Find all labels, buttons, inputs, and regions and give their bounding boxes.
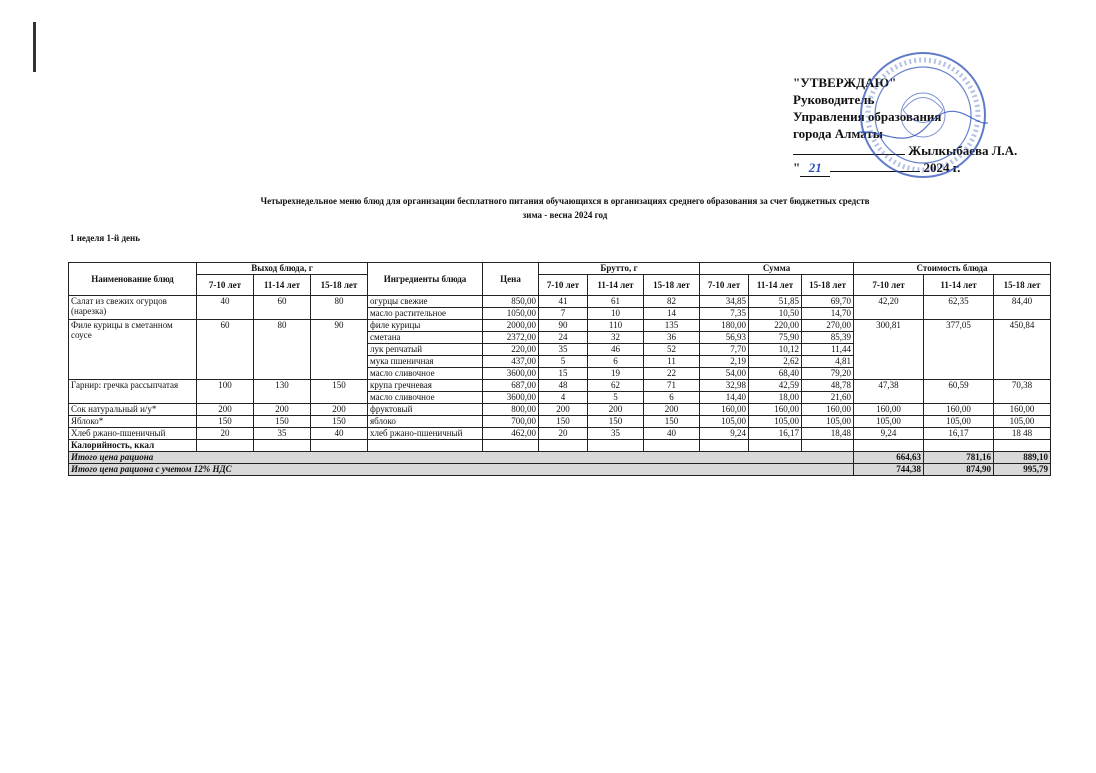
empty-cell: [539, 440, 588, 452]
dish-yield: 40: [197, 296, 254, 320]
header-dish: Наименование блюд: [69, 263, 197, 296]
header-age: 7-10 лет: [854, 275, 924, 296]
total-value: 874,90: [924, 464, 994, 476]
dish-name: Сок натуральный и/у*: [69, 404, 197, 416]
dish-yield: 35: [254, 428, 311, 440]
empty-cell: [924, 440, 994, 452]
document-title: Четырехнедельное меню блюд для организации бесплатного питания обучающихся в организациях среднего образования за счет бюджетных средств: [260, 196, 870, 206]
table-row: [69, 416, 1051, 428]
ingredient-sum: 18,48: [802, 428, 854, 440]
ingredient-sum: 68,40: [749, 368, 802, 380]
menu-table: [68, 262, 1051, 476]
dish-yield: 150: [197, 416, 254, 428]
ingredient-name: лук репчатый: [368, 344, 483, 356]
ingredient-sum: 220,00: [749, 320, 802, 332]
ingredient-brutto: 62: [588, 380, 644, 392]
header-cost: Стоимость блюда: [854, 263, 1051, 275]
dish-cost: 377,05: [924, 320, 994, 380]
dish-cost: 300,81: [854, 320, 924, 380]
header-age: 15-18 лет: [311, 275, 368, 296]
ingredient-sum: 14,40: [700, 392, 749, 404]
dish-cost: 18 48: [994, 428, 1051, 440]
table-row: [69, 404, 1051, 416]
ingredient-price: 687,00: [483, 380, 539, 392]
ingredient-name: сметана: [368, 332, 483, 344]
ingredient-brutto: 36: [644, 332, 700, 344]
header-age: 7-10 лет: [539, 275, 588, 296]
official-seal-icon: [858, 50, 988, 180]
dish-yield: 150: [311, 416, 368, 428]
dish-name: Гарнир: гречка рассыпчатая: [69, 380, 197, 404]
dish-yield: 60: [197, 320, 254, 380]
ingredient-sum: 18,00: [749, 392, 802, 404]
ingredient-name: фруктовый: [368, 404, 483, 416]
ingredient-name: огурцы свежие: [368, 296, 483, 308]
ingredient-sum: 270,00: [802, 320, 854, 332]
dish-cost: 42,20: [854, 296, 924, 320]
dish-cost: 450,84: [994, 320, 1051, 380]
dish-cost: 47,38: [854, 380, 924, 404]
approval-signer: Жылкыбаева Л.А.: [908, 143, 1018, 158]
ingredient-brutto: 32: [588, 332, 644, 344]
dish-name: Яблоко*: [69, 416, 197, 428]
dish-cost: 160,00: [854, 404, 924, 416]
dish-cost: 9,24: [854, 428, 924, 440]
ingredient-price: 220,00: [483, 344, 539, 356]
ingredient-sum: 16,17: [749, 428, 802, 440]
empty-cell: [749, 440, 802, 452]
ingredient-sum: 48,78: [802, 380, 854, 392]
empty-cell: [368, 440, 483, 452]
header-age: 11-14 лет: [924, 275, 994, 296]
calories-row: [69, 440, 1051, 452]
total-label: Итого цена рациона: [69, 452, 854, 464]
ingredient-sum: 9,24: [700, 428, 749, 440]
dish-yield: 200: [197, 404, 254, 416]
approval-line-4: города Алматы: [793, 126, 883, 141]
ingredient-price: 700,00: [483, 416, 539, 428]
approval-line-1: "УТВЕРЖДАЮ": [793, 75, 897, 90]
ingredient-name: масло растительное: [368, 308, 483, 320]
ingredient-brutto: 11: [644, 356, 700, 368]
ingredient-sum: 105,00: [802, 416, 854, 428]
header-age: 15-18 лет: [994, 275, 1051, 296]
ingredient-sum: 10,50: [749, 308, 802, 320]
ingredient-brutto: 150: [644, 416, 700, 428]
table-row: [69, 380, 1051, 392]
empty-cell: [700, 440, 749, 452]
ingredient-brutto: 200: [539, 404, 588, 416]
ingredient-sum: 2,19: [700, 356, 749, 368]
ingredient-sum: 7,35: [700, 308, 749, 320]
header-age: 11-14 лет: [749, 275, 802, 296]
dish-cost: 62,35: [924, 296, 994, 320]
empty-cell: [197, 440, 254, 452]
ingredient-sum: 21,60: [802, 392, 854, 404]
document-subtitle: зима - весна 2024 год: [522, 210, 608, 220]
ingredient-sum: 14,70: [802, 308, 854, 320]
dish-cost: 84,40: [994, 296, 1051, 320]
empty-cell: [254, 440, 311, 452]
ingredient-price: 3600,00: [483, 392, 539, 404]
ingredient-sum: 79,20: [802, 368, 854, 380]
ingredient-brutto: 200: [588, 404, 644, 416]
header-sum: Сумма: [700, 263, 854, 275]
dish-yield: 20: [197, 428, 254, 440]
dish-cost: 105,00: [924, 416, 994, 428]
empty-cell: [994, 440, 1051, 452]
dish-yield: 150: [311, 380, 368, 404]
empty-cell: [854, 440, 924, 452]
table-row: [69, 296, 1051, 308]
total-row: [69, 452, 1051, 464]
header-age: 11-14 лет: [254, 275, 311, 296]
header-age: 11-14 лет: [588, 275, 644, 296]
ingredient-brutto: 46: [588, 344, 644, 356]
ingredient-sum: 160,00: [802, 404, 854, 416]
dish-yield: 200: [254, 404, 311, 416]
ingredient-brutto: 10: [588, 308, 644, 320]
dish-yield: 60: [254, 296, 311, 320]
ingredient-brutto: 52: [644, 344, 700, 356]
total-value: 781,16: [924, 452, 994, 464]
ingredient-price: 462,00: [483, 428, 539, 440]
ingredient-brutto: 35: [588, 428, 644, 440]
header-brutto: Брутто, г: [539, 263, 700, 275]
ingredient-brutto: 48: [539, 380, 588, 392]
ingredient-sum: 11,44: [802, 344, 854, 356]
ingredient-brutto: 14: [644, 308, 700, 320]
ingredient-brutto: 150: [588, 416, 644, 428]
ingredient-name: крупа гречневая: [368, 380, 483, 392]
dish-yield: 80: [254, 320, 311, 380]
ingredient-brutto: 6: [588, 356, 644, 368]
dish-yield: 80: [311, 296, 368, 320]
week-day-label: 1 неделя 1-й день: [70, 233, 140, 243]
dish-cost: 105,00: [994, 416, 1051, 428]
ingredient-brutto: 24: [539, 332, 588, 344]
ingredient-name: яблоко: [368, 416, 483, 428]
approval-date-year: 2024 г.: [923, 160, 961, 175]
total-row: [69, 464, 1051, 476]
ingredient-sum: 34,85: [700, 296, 749, 308]
ingredient-brutto: 82: [644, 296, 700, 308]
dish-cost: 70,38: [994, 380, 1051, 404]
ingredient-brutto: 150: [539, 416, 588, 428]
ingredient-brutto: 135: [644, 320, 700, 332]
ingredient-brutto: 7: [539, 308, 588, 320]
total-value: 889,10: [994, 452, 1051, 464]
pen-mark: [33, 22, 36, 72]
approval-line-3: Управления образования: [793, 109, 942, 124]
dish-yield: 90: [311, 320, 368, 380]
dish-yield: 40: [311, 428, 368, 440]
ingredient-price: 850,00: [483, 296, 539, 308]
calories-label: Калорийность, ккал: [69, 440, 197, 452]
dish-name: Хлеб ржано-пшеничный: [69, 428, 197, 440]
empty-cell: [644, 440, 700, 452]
ingredient-brutto: 19: [588, 368, 644, 380]
date-quote: ": [793, 160, 801, 175]
ingredient-price: 800,00: [483, 404, 539, 416]
dish-cost: 160,00: [994, 404, 1051, 416]
ingredient-sum: 4,81: [802, 356, 854, 368]
header-age: 15-18 лет: [802, 275, 854, 296]
ingredient-brutto: 5: [588, 392, 644, 404]
dish-yield: 150: [254, 416, 311, 428]
dish-name: Филе курицы в сметанном соусе: [69, 320, 197, 380]
ingredient-brutto: 6: [644, 392, 700, 404]
ingredient-sum: 54,00: [700, 368, 749, 380]
menu-body: [69, 296, 1051, 476]
empty-cell: [483, 440, 539, 452]
ingredient-brutto: 35: [539, 344, 588, 356]
ingredient-sum: 160,00: [749, 404, 802, 416]
ingredient-sum: 85,39: [802, 332, 854, 344]
empty-cell: [802, 440, 854, 452]
ingredient-name: масло сливочное: [368, 392, 483, 404]
ingredient-sum: 2,62: [749, 356, 802, 368]
ingredient-price: 1050,00: [483, 308, 539, 320]
dish-cost: 160,00: [924, 404, 994, 416]
ingredient-sum: 160,00: [700, 404, 749, 416]
ingredient-brutto: 4: [539, 392, 588, 404]
ingredient-sum: 42,59: [749, 380, 802, 392]
ingredient-brutto: 40: [644, 428, 700, 440]
ingredient-price: 2372,00: [483, 332, 539, 344]
total-value: 995,79: [994, 464, 1051, 476]
header-ingredients: Ингредиенты блюда: [368, 263, 483, 296]
ingredient-brutto: 20: [539, 428, 588, 440]
ingredient-sum: 7,70: [700, 344, 749, 356]
header-age: 15-18 лет: [644, 275, 700, 296]
ingredient-sum: 10,12: [749, 344, 802, 356]
ingredient-sum: 105,00: [700, 416, 749, 428]
ingredient-name: масло сливочное: [368, 368, 483, 380]
table-row: [69, 320, 1051, 332]
ingredient-brutto: 61: [588, 296, 644, 308]
table-row: [69, 428, 1051, 440]
dish-cost: 60,59: [924, 380, 994, 404]
ingredient-brutto: 200: [644, 404, 700, 416]
header-age: 7-10 лет: [197, 275, 254, 296]
total-value: 664,63: [854, 452, 924, 464]
dish-cost: 16,17: [924, 428, 994, 440]
ingredient-sum: 56,93: [700, 332, 749, 344]
ingredient-brutto: 22: [644, 368, 700, 380]
ingredient-name: филе курицы: [368, 320, 483, 332]
empty-cell: [311, 440, 368, 452]
approval-date-day: 21: [800, 159, 830, 177]
header-age: 7-10 лет: [700, 275, 749, 296]
ingredient-brutto: 41: [539, 296, 588, 308]
dish-cost: 105,00: [854, 416, 924, 428]
ingredient-brutto: 110: [588, 320, 644, 332]
total-label: Итого цена рациона с учетом 12% НДС: [69, 464, 854, 476]
ingredient-price: 437,00: [483, 356, 539, 368]
ingredient-brutto: 71: [644, 380, 700, 392]
dish-yield: 100: [197, 380, 254, 404]
ingredient-price: 3600,00: [483, 368, 539, 380]
ingredient-name: хлеб ржано-пшеничный: [368, 428, 483, 440]
ingredient-sum: 180,00: [700, 320, 749, 332]
header-price: Цена: [483, 263, 539, 296]
ingredient-name: мука пшеничная: [368, 356, 483, 368]
ingredient-sum: 69,70: [802, 296, 854, 308]
ingredient-price: 2000,00: [483, 320, 539, 332]
ingredient-sum: 75,90: [749, 332, 802, 344]
ingredient-brutto: 90: [539, 320, 588, 332]
ingredient-sum: 105,00: [749, 416, 802, 428]
ingredient-brutto: 15: [539, 368, 588, 380]
ingredient-sum: 51,85: [749, 296, 802, 308]
empty-cell: [588, 440, 644, 452]
total-value: 744,38: [854, 464, 924, 476]
dish-name: Салат из свежих огурцов (нарезка): [69, 296, 197, 320]
dish-yield: 130: [254, 380, 311, 404]
ingredient-sum: 32,98: [700, 380, 749, 392]
dish-yield: 200: [311, 404, 368, 416]
approval-line-2: Руководитель: [793, 92, 875, 107]
header-yield: Выход блюда, г: [197, 263, 368, 275]
ingredient-brutto: 5: [539, 356, 588, 368]
